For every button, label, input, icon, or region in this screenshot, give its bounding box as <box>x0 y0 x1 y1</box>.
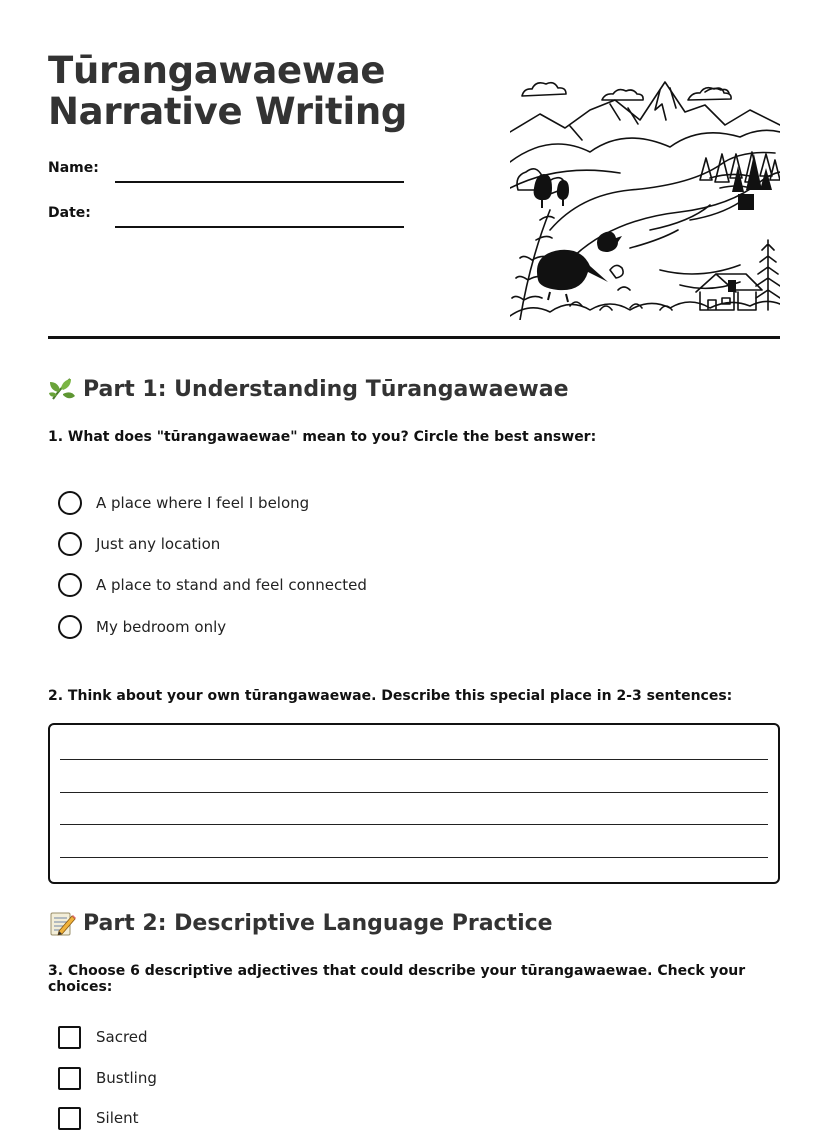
cloud-middle <box>602 90 643 100</box>
landscape-illustration <box>510 70 780 320</box>
part2-heading <box>48 907 780 939</box>
memo-pencil-icon <box>48 909 76 937</box>
hills <box>510 130 780 162</box>
small-bird <box>597 232 622 252</box>
q1-option-2[interactable] <box>58 532 558 556</box>
name-field[interactable] <box>115 181 404 183</box>
answer-line <box>60 824 768 825</box>
q1-option-4[interactable] <box>58 615 558 639</box>
q1-option-2-label: Just any location <box>96 535 221 553</box>
answer-line <box>60 857 768 858</box>
name-field-row <box>48 160 468 184</box>
q1-option-1-label: A place where I feel I belong <box>96 494 310 512</box>
q3-option-2-label: Bustling <box>96 1069 157 1087</box>
q3-option-1-label: Sacred <box>96 1028 148 1046</box>
q2-answer-box[interactable] <box>48 723 780 884</box>
name-label: Name: <box>48 160 99 176</box>
q3-option-3[interactable] <box>58 1106 558 1130</box>
ground-foliage <box>510 301 780 316</box>
q1-option-3-label: A place to stand and feel connected <box>96 576 367 594</box>
title-line-1: Tūrangawaewae <box>48 49 386 92</box>
question-3: 3. Choose 6 descriptive adjectives that could describe your tūrangawaewae. Check your choices: <box>48 963 746 995</box>
q3-option-1-checkbox[interactable] <box>58 1026 81 1049</box>
part2-heading-text: Part 2: Descriptive Language Practice <box>83 910 553 936</box>
worksheet-title <box>48 50 468 132</box>
date-label: Date: <box>48 205 91 221</box>
q3-option-3-checkbox[interactable] <box>58 1107 81 1130</box>
cloud-left <box>522 83 566 96</box>
date-field[interactable] <box>115 226 404 228</box>
answer-line <box>60 759 768 760</box>
q1-option-2-radio[interactable] <box>58 532 82 556</box>
header-divider <box>48 336 780 339</box>
question-2: 2. Think about your own tūrangawaewae. Describe this special place in 2-3 sentences: <box>48 688 733 704</box>
q3-option-2-checkbox[interactable] <box>58 1067 81 1090</box>
q1-option-4-radio[interactable] <box>58 615 82 639</box>
kiwi-bird <box>537 250 608 290</box>
q1-option-4-label: My bedroom only <box>96 618 227 636</box>
question-1: 1. What does "tūrangawaewae" mean to you? Circle the best answer: <box>48 429 597 445</box>
date-field-row <box>48 205 468 229</box>
mountain-range <box>510 82 780 132</box>
q1-option-3-radio[interactable] <box>58 573 82 597</box>
q3-option-2[interactable] <box>58 1066 558 1090</box>
herb-leaf-icon <box>48 375 76 403</box>
q1-option-3[interactable] <box>58 573 558 597</box>
q3-option-1[interactable] <box>58 1025 558 1049</box>
part1-heading-text: Part 1: Understanding Tūrangawaewae <box>83 376 569 402</box>
q1-option-1-radio[interactable] <box>58 491 82 515</box>
answer-line <box>60 792 768 793</box>
q1-option-1[interactable] <box>58 491 558 515</box>
part1-heading <box>48 373 780 405</box>
title-line-2: Narrative Writing <box>48 90 408 133</box>
q3-option-3-label: Silent <box>96 1109 139 1127</box>
